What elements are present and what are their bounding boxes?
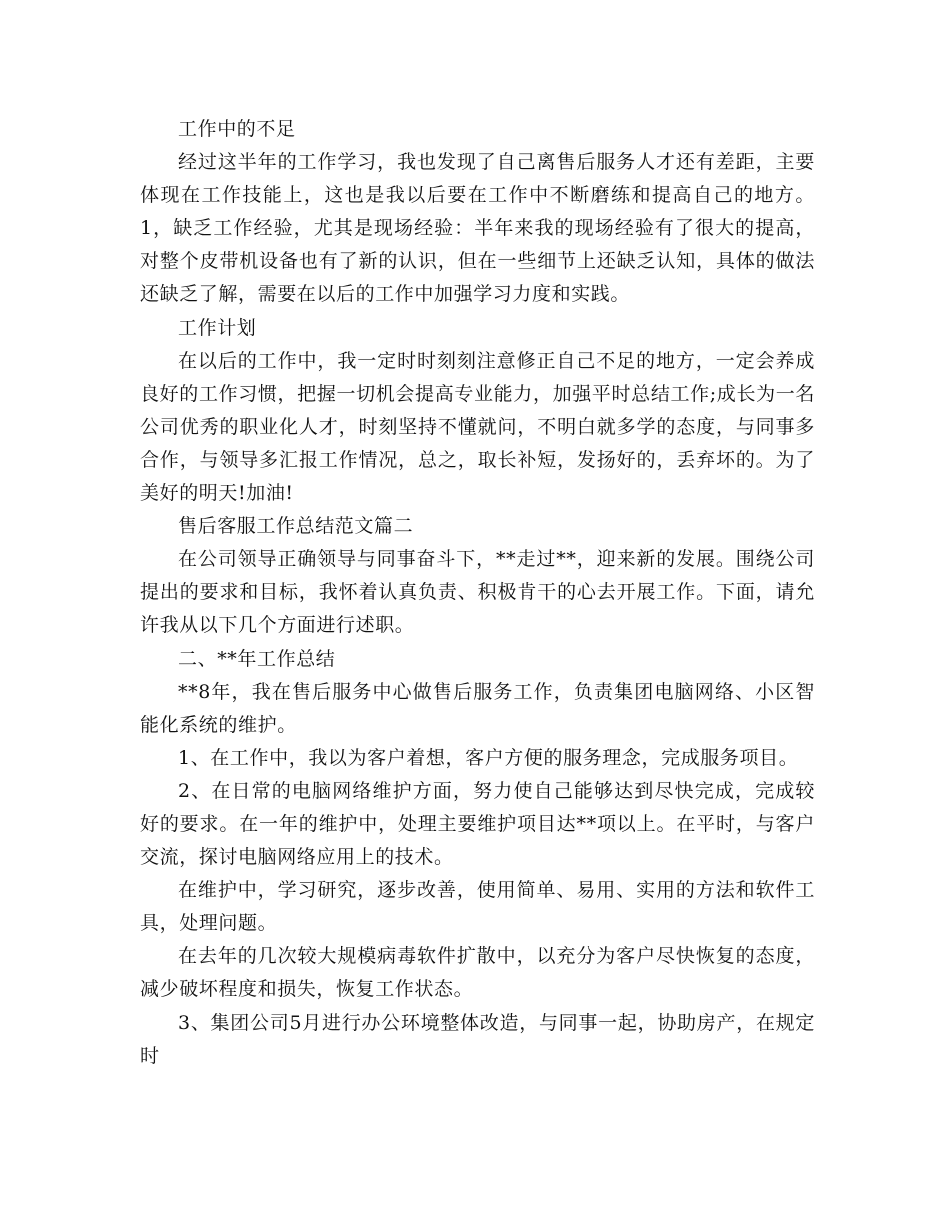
- heading-year-summary: 二、**年工作总结: [178, 647, 336, 670]
- paragraph: 在公司领导正确领导与同事奋斗下，**走过**，迎来新的发展。围绕公司提出的要求和目标，我怀着认真负责、积极肯干的心去开展工作。下面，请允许我从以下几个方面进行述职。: [140, 548, 815, 637]
- paragraph: 在以后的工作中，我一定时时刻刻注意修正自己不足的地方，一定会养成良好的工作习惯，把握一切机会提高专业能力，加强平时总结工作;成长为一名公司优秀的职业化人才，时刻坚持不懂就问，不明白就多学的态度，与同事多合作，与领导多汇报工作情况，总之，取长补短，发扬好的，丢弃坏的。为了美好的明天!加油!: [140, 349, 815, 505]
- heading-shortcomings: 工作中的不足: [178, 118, 296, 140]
- paragraph: 在维护中，学习研究，逐步改善，使用简单、易用、实用的方法和软件工具，处理问题。: [140, 879, 815, 935]
- document-body: [140, 113, 815, 1073]
- heading-work-plan: 工作计划: [178, 316, 257, 339]
- paragraph: 2、在日常的电脑网络维护方面，努力使自己能够达到尽快完成，完成较好的要求。在一年的维护中，处理主要维护项目达**项以上。在平时，与客户交流，探讨电脑网络应用上的技术。: [140, 779, 815, 869]
- paragraph: 在去年的几次较大规模病毒软件扩散中，以充分为客户尽快恢复的态度，减少破坏程度和损失，恢复工作状态。: [140, 945, 815, 1001]
- paragraph: 经过这半年的工作学习，我也发现了自己离售后服务人才还有差距，主要体现在工作技能上，这也是我以后要在工作中不断磨练和提高自己的地方。1，缺乏工作经验，尤其是现场经验：半年来我的现场经验有了很大的提高，对整个皮带机设备也有了新的认识，但在一些细节上还缺乏认知，具体的做法还缺乏了解，需要在以后的工作中加强学习力度和实践。: [140, 151, 815, 306]
- heading-sample-two: 售后客服工作总结范文篇二: [178, 515, 414, 538]
- paragraph: 3、集团公司5月进行办公环境整体改造，与同事一起，协助房产，在规定时: [140, 1011, 815, 1067]
- paragraph: 1、在工作中，我以为客户着想，客户方便的服务理念，完成服务项目。: [178, 746, 799, 769]
- paragraph: **8年，我在售后服务中心做售后服务工作，负责集团电脑网络、小区智能化系统的维护。: [140, 680, 815, 736]
